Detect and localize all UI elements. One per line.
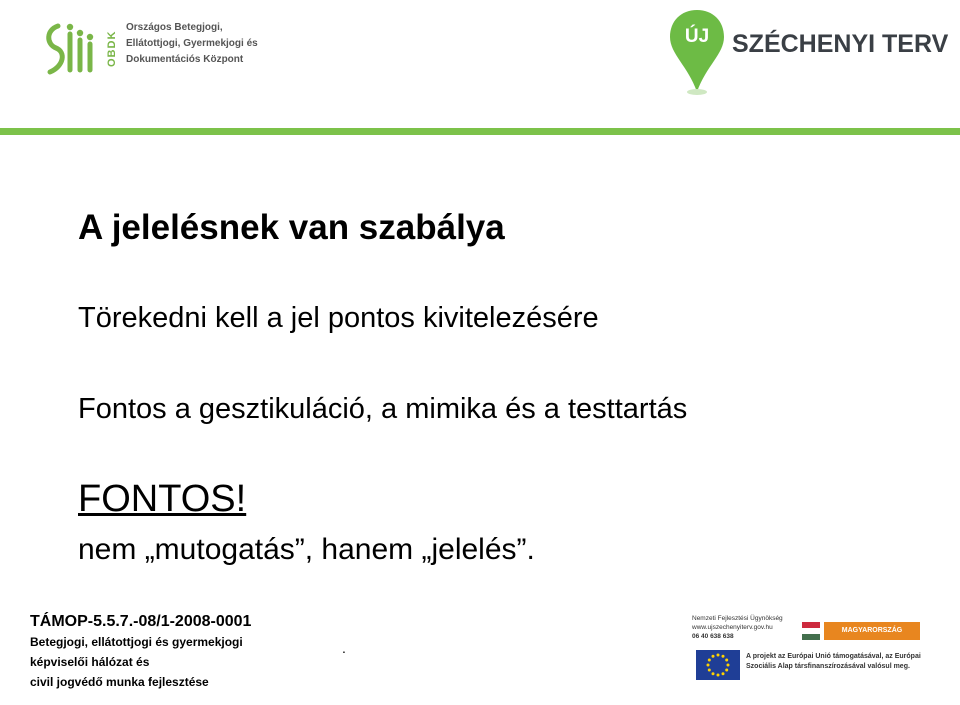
project-line-2: képviselői hálózat és [30, 655, 150, 669]
project-line-3: civil jogvédő munka fejlesztése [30, 675, 209, 689]
text-line-1: Törekedni kell a jel pontos kivitelezésére [78, 302, 599, 334]
nfu-info: Nemzeti Fejlesztési Ügynökség www.ujszechenyiterv.gov.hu 06 40 638 638 [692, 615, 783, 640]
footer-dot: . [342, 640, 346, 656]
obdk-name: Országos Betegjogi, Ellátottjogi, Gyermekjogi és Dokumentációs Központ [126, 22, 258, 65]
hungarian-flag-icon [802, 622, 820, 640]
szechenyi-name: SZÉCHENYI TERV [732, 30, 949, 58]
obdk-acronym: OBDK [106, 30, 118, 68]
eu-funding-panel [682, 610, 930, 688]
obdk-swirl-icon [44, 20, 114, 78]
text-line-2: Fontos a gesztikuláció, a mimika és a testtartás [78, 393, 688, 425]
magyarorszag-megujul-badge: MAGYARORSZÁG MEGÚJUL [824, 622, 920, 640]
text-line-3: nem „mutogatás”, hanem „jelelés”. [78, 533, 535, 566]
project-line-1: Betegjogi, ellátottjogi és gyermekjogi [30, 635, 243, 649]
emphasis-heading: FONTOS! [78, 478, 247, 520]
header-divider [0, 128, 960, 135]
slide-title: A jelelésnek van szabálya [78, 208, 505, 247]
obdk-logo [44, 18, 274, 80]
map-pin-icon [668, 8, 726, 96]
project-code: TÁMOP-5.5.7.-08/1-2008-0001 [30, 613, 252, 630]
eu-flag-icon [696, 650, 740, 680]
project-info [30, 612, 251, 692]
szechenyi-uj: ÚJ [684, 26, 710, 47]
eu-funding-text: A projekt az Európai Unió támogatásával, az Európai Szociális Alap társfinanszírozásával valósul meg. [746, 653, 921, 670]
szechenyi-terv-logo [668, 8, 949, 98]
